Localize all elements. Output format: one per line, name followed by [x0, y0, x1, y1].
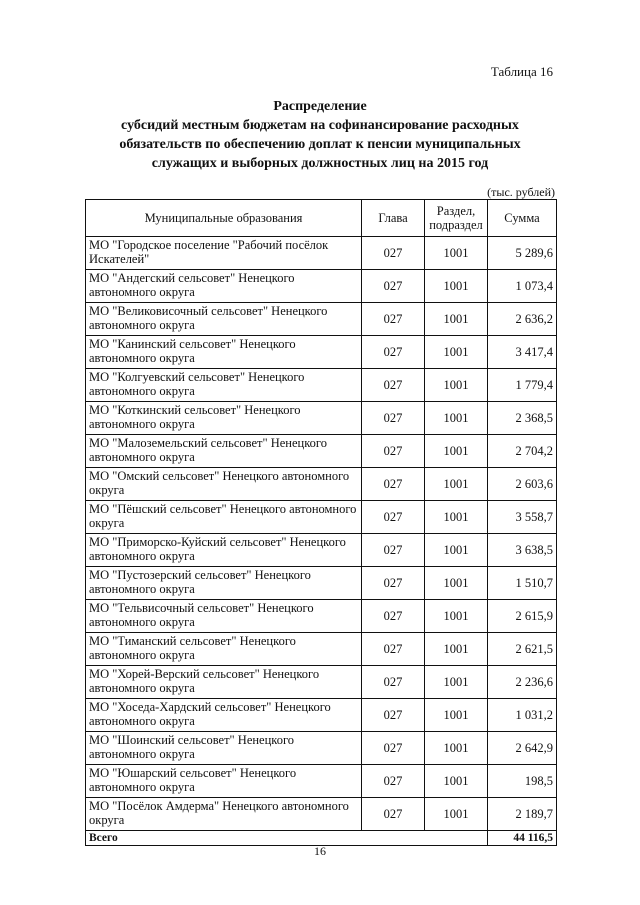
table-row: [86, 369, 557, 402]
sum-cell: 1 073,4: [488, 270, 557, 303]
sum-cell: 3 417,4: [488, 336, 557, 369]
table-row: [86, 237, 557, 270]
section-cell: 1001: [425, 567, 488, 600]
table-row: [86, 501, 557, 534]
table-body: [86, 237, 557, 831]
municipality-cell: МО "Хорей-Верский сельсовет" Ненецкого автономного округа: [86, 666, 362, 699]
municipality-cell: МО "Великовисочный сельсовет" Ненецкого автономного округа: [86, 303, 362, 336]
chapter-cell: 027: [362, 798, 425, 831]
subsidy-table: [85, 199, 557, 846]
sum-cell: 1 779,4: [488, 369, 557, 402]
chapter-cell: 027: [362, 369, 425, 402]
municipality-cell: МО "Приморско-Куйский сельсовет" Ненецкого автономного округа: [86, 534, 362, 567]
section-cell: 1001: [425, 402, 488, 435]
title-line-1: Распределение: [273, 99, 367, 114]
municipality-cell: МО "Юшарский сельсовет" Ненецкого автономного округа: [86, 765, 362, 798]
table-row: [86, 402, 557, 435]
table-row: [86, 567, 557, 600]
chapter-cell: 027: [362, 666, 425, 699]
chapter-cell: 027: [362, 501, 425, 534]
municipality-cell: МО "Омский сельсовет" Ненецкого автономного округа: [86, 468, 362, 501]
table-row: [86, 534, 557, 567]
section-cell: 1001: [425, 633, 488, 666]
sum-cell: 2 642,9: [488, 732, 557, 765]
section-cell: 1001: [425, 435, 488, 468]
chapter-cell: 027: [362, 270, 425, 303]
chapter-cell: 027: [362, 402, 425, 435]
table-row: [86, 732, 557, 765]
table-row: [86, 435, 557, 468]
header-section: Раздел, подраздел: [425, 200, 488, 237]
sum-cell: 2 621,5: [488, 633, 557, 666]
section-cell: 1001: [425, 600, 488, 633]
section-cell: 1001: [425, 237, 488, 270]
section-cell: 1001: [425, 369, 488, 402]
document-title: [90, 97, 550, 173]
municipality-cell: МО "Пустозерский сельсовет" Ненецкого автономного округа: [86, 567, 362, 600]
page-number: 16: [314, 844, 326, 858]
chapter-cell: 027: [362, 732, 425, 765]
section-cell: 1001: [425, 732, 488, 765]
chapter-cell: 027: [362, 435, 425, 468]
table-row: [86, 699, 557, 732]
municipality-cell: МО "Канинский сельсовет" Ненецкого автономного округа: [86, 336, 362, 369]
sum-cell: 198,5: [488, 765, 557, 798]
chapter-cell: 027: [362, 699, 425, 732]
table-row: [86, 666, 557, 699]
table-row: [86, 633, 557, 666]
section-cell: 1001: [425, 303, 488, 336]
municipality-cell: МО "Малоземельский сельсовет" Ненецкого автономного округа: [86, 435, 362, 468]
table-header-row: [86, 200, 557, 237]
section-cell: 1001: [425, 798, 488, 831]
table-row: [86, 798, 557, 831]
municipality-cell: МО "Хоседа-Хардский сельсовет" Ненецкого автономного округа: [86, 699, 362, 732]
municipality-cell: МО "Шоинский сельсовет" Ненецкого автономного округа: [86, 732, 362, 765]
table-row: [86, 765, 557, 798]
section-cell: 1001: [425, 765, 488, 798]
municipality-cell: МО "Городское поселение "Рабочий посёлок Искателей": [86, 237, 362, 270]
section-cell: 1001: [425, 534, 488, 567]
sum-cell: 3 638,5: [488, 534, 557, 567]
header-municipality: Муниципальные образования: [86, 200, 362, 237]
table-row: [86, 303, 557, 336]
chapter-cell: 027: [362, 534, 425, 567]
section-cell: 1001: [425, 501, 488, 534]
municipality-cell: МО "Андегский сельсовет" Ненецкого автономного округа: [86, 270, 362, 303]
sum-cell: 5 289,6: [488, 237, 557, 270]
municipality-cell: МО "Посёлок Амдерма" Ненецкого автономного округа: [86, 798, 362, 831]
chapter-cell: 027: [362, 600, 425, 633]
table-row: [86, 468, 557, 501]
table-row: [86, 270, 557, 303]
sum-cell: 2 603,6: [488, 468, 557, 501]
sum-cell: 3 558,7: [488, 501, 557, 534]
units-note: (тыс. рублей): [487, 185, 555, 199]
sum-cell: 1 510,7: [488, 567, 557, 600]
chapter-cell: 027: [362, 633, 425, 666]
section-cell: 1001: [425, 468, 488, 501]
total-sum: 44 116,5: [488, 831, 557, 846]
municipality-cell: МО "Пёшский сельсовет" Ненецкого автономного округа: [86, 501, 362, 534]
table-row: [86, 600, 557, 633]
section-cell: 1001: [425, 270, 488, 303]
chapter-cell: 027: [362, 237, 425, 270]
header-chapter: Глава: [362, 200, 425, 237]
chapter-cell: 027: [362, 468, 425, 501]
sum-cell: 2 236,6: [488, 666, 557, 699]
chapter-cell: 027: [362, 336, 425, 369]
header-sum: Сумма: [488, 200, 557, 237]
chapter-cell: 027: [362, 765, 425, 798]
chapter-cell: 027: [362, 303, 425, 336]
sum-cell: 2 636,2: [488, 303, 557, 336]
municipality-cell: МО "Коткинский сельсовет" Ненецкого автономного округа: [86, 402, 362, 435]
table-row: [86, 336, 557, 369]
section-cell: 1001: [425, 336, 488, 369]
sum-cell: 1 031,2: [488, 699, 557, 732]
sum-cell: 2 368,5: [488, 402, 557, 435]
section-cell: 1001: [425, 699, 488, 732]
total-label: Всего: [86, 831, 488, 846]
chapter-cell: 027: [362, 567, 425, 600]
sum-cell: 2 704,2: [488, 435, 557, 468]
section-cell: 1001: [425, 666, 488, 699]
table-number-label: Таблица 16: [490, 64, 553, 79]
sum-cell: 2 189,7: [488, 798, 557, 831]
title-line-2: субсидий местным бюджетам на софинансирование расходных: [121, 118, 519, 133]
title-line-4: служащих и выборных должностных лиц на 2015 год: [151, 156, 489, 171]
title-line-3: обязательств по обеспечению доплат к пенсии муниципальных: [119, 137, 521, 152]
municipality-cell: МО "Тельвисочный сельсовет" Ненецкого автономного округа: [86, 600, 362, 633]
sum-cell: 2 615,9: [488, 600, 557, 633]
municipality-cell: МО "Тиманский сельсовет" Ненецкого автономного округа: [86, 633, 362, 666]
municipality-cell: МО "Колгуевский сельсовет" Ненецкого автономного округа: [86, 369, 362, 402]
